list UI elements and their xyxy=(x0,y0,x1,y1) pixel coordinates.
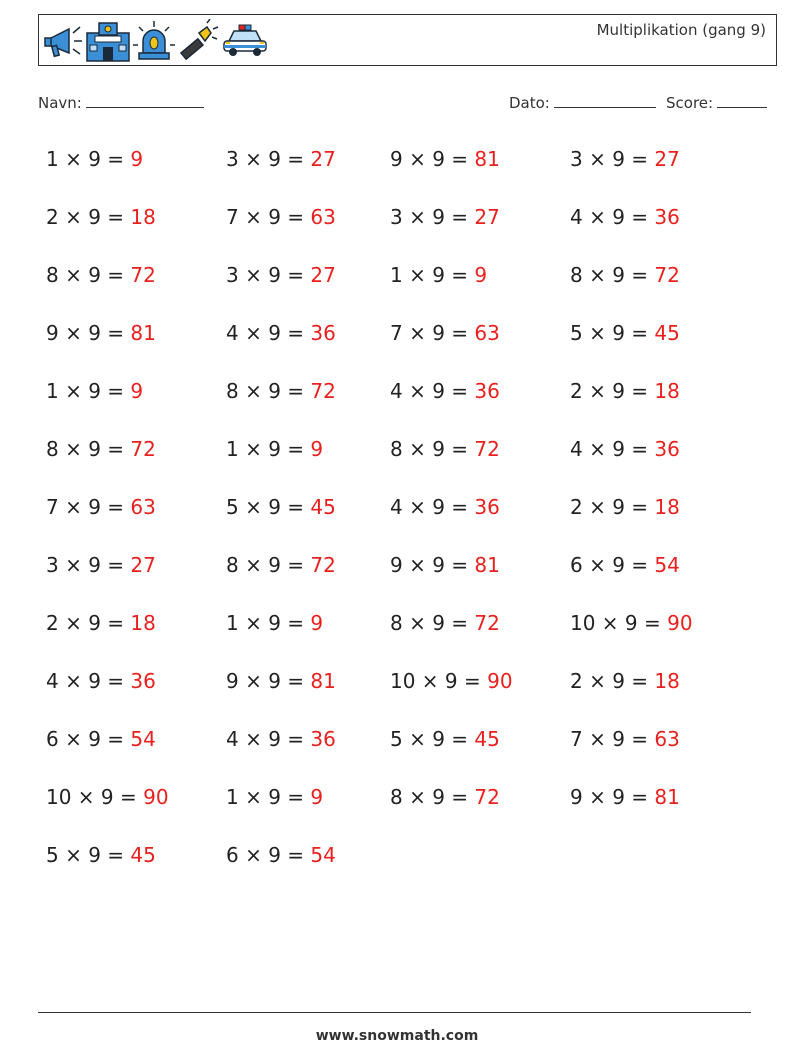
problem-answer: 36 xyxy=(474,495,500,519)
date-blank[interactable] xyxy=(554,93,656,108)
problem-answer: 18 xyxy=(130,205,156,229)
problem-item xyxy=(570,611,693,635)
score-blank[interactable] xyxy=(717,93,767,108)
problem-question: 9 × 9 = xyxy=(390,553,469,577)
problem-answer: 27 xyxy=(130,553,156,577)
problem-answer: 36 xyxy=(654,437,680,461)
problem-question: 6 × 9 = xyxy=(46,727,125,751)
problem-question: 8 × 9 = xyxy=(390,611,469,635)
problem-question: 10 × 9 = xyxy=(46,785,137,809)
problem-answer: 36 xyxy=(130,669,156,693)
score-label: Score: xyxy=(666,94,714,112)
problem-question: 8 × 9 = xyxy=(226,379,305,403)
problem-item xyxy=(226,437,323,461)
problem-question: 3 × 9 = xyxy=(390,205,469,229)
problem-question: 7 × 9 = xyxy=(46,495,125,519)
problem-question: 1 × 9 = xyxy=(226,437,305,461)
problem-answer: 18 xyxy=(654,495,680,519)
problem-answer: 63 xyxy=(654,727,680,751)
problem-item xyxy=(390,147,500,171)
problem-item xyxy=(46,495,156,519)
problem-question: 9 × 9 = xyxy=(390,147,469,171)
problem-item xyxy=(226,843,336,867)
problem-answer: 81 xyxy=(474,147,500,171)
problem-item xyxy=(390,437,500,461)
problem-question: 7 × 9 = xyxy=(226,205,305,229)
footer-divider xyxy=(38,1012,751,1013)
header-box xyxy=(38,14,777,66)
problem-answer: 45 xyxy=(130,843,156,867)
header-icons xyxy=(43,18,269,64)
problem-item xyxy=(390,669,513,693)
problem-question: 2 × 9 = xyxy=(570,669,649,693)
problem-answer: 45 xyxy=(474,727,500,751)
problem-answer: 72 xyxy=(654,263,680,287)
problem-item xyxy=(226,379,336,403)
date-label: Dato: xyxy=(509,94,550,112)
problem-item xyxy=(46,263,156,287)
problem-question: 7 × 9 = xyxy=(570,727,649,751)
name-blank[interactable] xyxy=(86,93,204,108)
problem-question: 10 × 9 = xyxy=(390,669,481,693)
problem-question: 8 × 9 = xyxy=(570,263,649,287)
problem-item xyxy=(390,263,487,287)
problem-answer: 9 xyxy=(130,379,144,403)
problem-question: 8 × 9 = xyxy=(46,437,125,461)
problem-answer: 9 xyxy=(310,437,324,461)
flashlight-icon xyxy=(177,19,219,63)
problem-item xyxy=(390,553,500,577)
problem-answer: 90 xyxy=(143,785,169,809)
problem-item xyxy=(46,611,156,635)
problem-question: 4 × 9 = xyxy=(46,669,125,693)
score-field xyxy=(666,93,767,112)
worksheet-title: Multiplikation (gang 9) xyxy=(596,21,766,39)
problem-answer: 63 xyxy=(474,321,500,345)
problem-answer: 72 xyxy=(310,379,336,403)
problem-item xyxy=(570,553,680,577)
problem-question: 8 × 9 = xyxy=(226,553,305,577)
problem-question: 2 × 9 = xyxy=(46,611,125,635)
problem-item xyxy=(46,553,156,577)
name-label: Navn: xyxy=(38,94,82,112)
problem-question: 2 × 9 = xyxy=(570,379,649,403)
problem-item xyxy=(570,205,680,229)
problem-answer: 72 xyxy=(310,553,336,577)
problem-answer: 45 xyxy=(310,495,336,519)
problem-answer: 18 xyxy=(654,379,680,403)
problem-answer: 81 xyxy=(310,669,336,693)
problem-item xyxy=(390,321,500,345)
problem-question: 4 × 9 = xyxy=(570,205,649,229)
problem-answer: 27 xyxy=(310,147,336,171)
problem-question: 1 × 9 = xyxy=(390,263,469,287)
problem-question: 5 × 9 = xyxy=(570,321,649,345)
problem-answer: 36 xyxy=(310,727,336,751)
problem-question: 8 × 9 = xyxy=(390,785,469,809)
problem-answer: 27 xyxy=(654,147,680,171)
problem-item xyxy=(46,321,156,345)
problem-item xyxy=(570,669,680,693)
problem-item xyxy=(46,727,156,751)
problem-question: 1 × 9 = xyxy=(226,611,305,635)
problem-question: 3 × 9 = xyxy=(46,553,125,577)
megaphone-icon xyxy=(43,21,83,61)
problem-question: 3 × 9 = xyxy=(226,263,305,287)
date-field xyxy=(509,93,656,112)
problem-item xyxy=(226,147,336,171)
problem-item xyxy=(46,379,143,403)
problem-answer: 72 xyxy=(130,437,156,461)
problem-question: 1 × 9 = xyxy=(226,785,305,809)
problem-item xyxy=(226,495,336,519)
problem-answer: 90 xyxy=(487,669,513,693)
problem-question: 5 × 9 = xyxy=(226,495,305,519)
problem-question: 4 × 9 = xyxy=(226,321,305,345)
problem-item xyxy=(226,785,323,809)
problem-question: 9 × 9 = xyxy=(46,321,125,345)
problem-item xyxy=(226,205,336,229)
problem-item xyxy=(46,205,156,229)
problem-answer: 81 xyxy=(130,321,156,345)
problem-question: 1 × 9 = xyxy=(46,379,125,403)
problem-item xyxy=(46,785,169,809)
problem-item xyxy=(570,785,680,809)
problem-item xyxy=(226,611,323,635)
problem-answer: 18 xyxy=(654,669,680,693)
problem-question: 4 × 9 = xyxy=(226,727,305,751)
problem-item xyxy=(46,147,143,171)
problem-item xyxy=(46,437,156,461)
police-station-icon xyxy=(85,19,131,63)
problem-answer: 54 xyxy=(654,553,680,577)
problem-question: 5 × 9 = xyxy=(390,727,469,751)
problem-question: 2 × 9 = xyxy=(46,205,125,229)
problem-answer: 9 xyxy=(130,147,144,171)
problem-answer: 72 xyxy=(474,611,500,635)
problem-answer: 36 xyxy=(654,205,680,229)
problem-item xyxy=(226,321,336,345)
problem-answer: 81 xyxy=(654,785,680,809)
problem-answer: 72 xyxy=(474,785,500,809)
problem-question: 5 × 9 = xyxy=(46,843,125,867)
police-car-icon xyxy=(221,21,269,61)
problem-question: 4 × 9 = xyxy=(570,437,649,461)
problem-item xyxy=(390,379,500,403)
problem-answer: 54 xyxy=(130,727,156,751)
problem-question: 4 × 9 = xyxy=(390,379,469,403)
problem-item xyxy=(226,669,336,693)
problem-answer: 45 xyxy=(654,321,680,345)
problem-answer: 72 xyxy=(130,263,156,287)
problem-question: 6 × 9 = xyxy=(226,843,305,867)
problem-answer: 63 xyxy=(130,495,156,519)
problem-question: 8 × 9 = xyxy=(390,437,469,461)
footer-url: www.snowmath.com xyxy=(315,1028,479,1044)
problem-question: 2 × 9 = xyxy=(570,495,649,519)
problem-item xyxy=(570,263,680,287)
problem-answer: 27 xyxy=(310,263,336,287)
problem-answer: 72 xyxy=(474,437,500,461)
problem-answer: 36 xyxy=(310,321,336,345)
problem-item xyxy=(570,147,680,171)
problem-answer: 54 xyxy=(310,843,336,867)
problem-item xyxy=(570,727,680,751)
problem-item xyxy=(46,669,156,693)
problem-item xyxy=(226,553,336,577)
problem-item xyxy=(226,727,336,751)
problem-item xyxy=(570,379,680,403)
problem-answer: 90 xyxy=(667,611,693,635)
problem-answer: 27 xyxy=(474,205,500,229)
problem-item xyxy=(390,785,500,809)
problem-answer: 9 xyxy=(310,611,324,635)
problem-answer: 18 xyxy=(130,611,156,635)
problem-question: 10 × 9 = xyxy=(570,611,661,635)
problem-answer: 81 xyxy=(474,553,500,577)
problem-question: 1 × 9 = xyxy=(46,147,125,171)
problem-answer: 63 xyxy=(310,205,336,229)
siren-light-icon xyxy=(133,19,175,63)
problem-question: 6 × 9 = xyxy=(570,553,649,577)
problem-item xyxy=(226,263,336,287)
problem-item xyxy=(390,611,500,635)
problem-answer: 9 xyxy=(474,263,488,287)
problem-item xyxy=(570,321,680,345)
problem-item xyxy=(390,205,500,229)
problem-item xyxy=(570,495,680,519)
problem-question: 8 × 9 = xyxy=(46,263,125,287)
problem-item xyxy=(390,727,500,751)
problem-question: 9 × 9 = xyxy=(570,785,649,809)
problem-question: 3 × 9 = xyxy=(570,147,649,171)
name-field xyxy=(38,93,204,112)
problem-answer: 9 xyxy=(310,785,324,809)
problem-item xyxy=(390,495,500,519)
problem-question: 4 × 9 = xyxy=(390,495,469,519)
problem-item xyxy=(570,437,680,461)
problem-question: 7 × 9 = xyxy=(390,321,469,345)
problem-question: 9 × 9 = xyxy=(226,669,305,693)
problem-answer: 36 xyxy=(474,379,500,403)
problem-item xyxy=(46,843,156,867)
problem-question: 3 × 9 = xyxy=(226,147,305,171)
